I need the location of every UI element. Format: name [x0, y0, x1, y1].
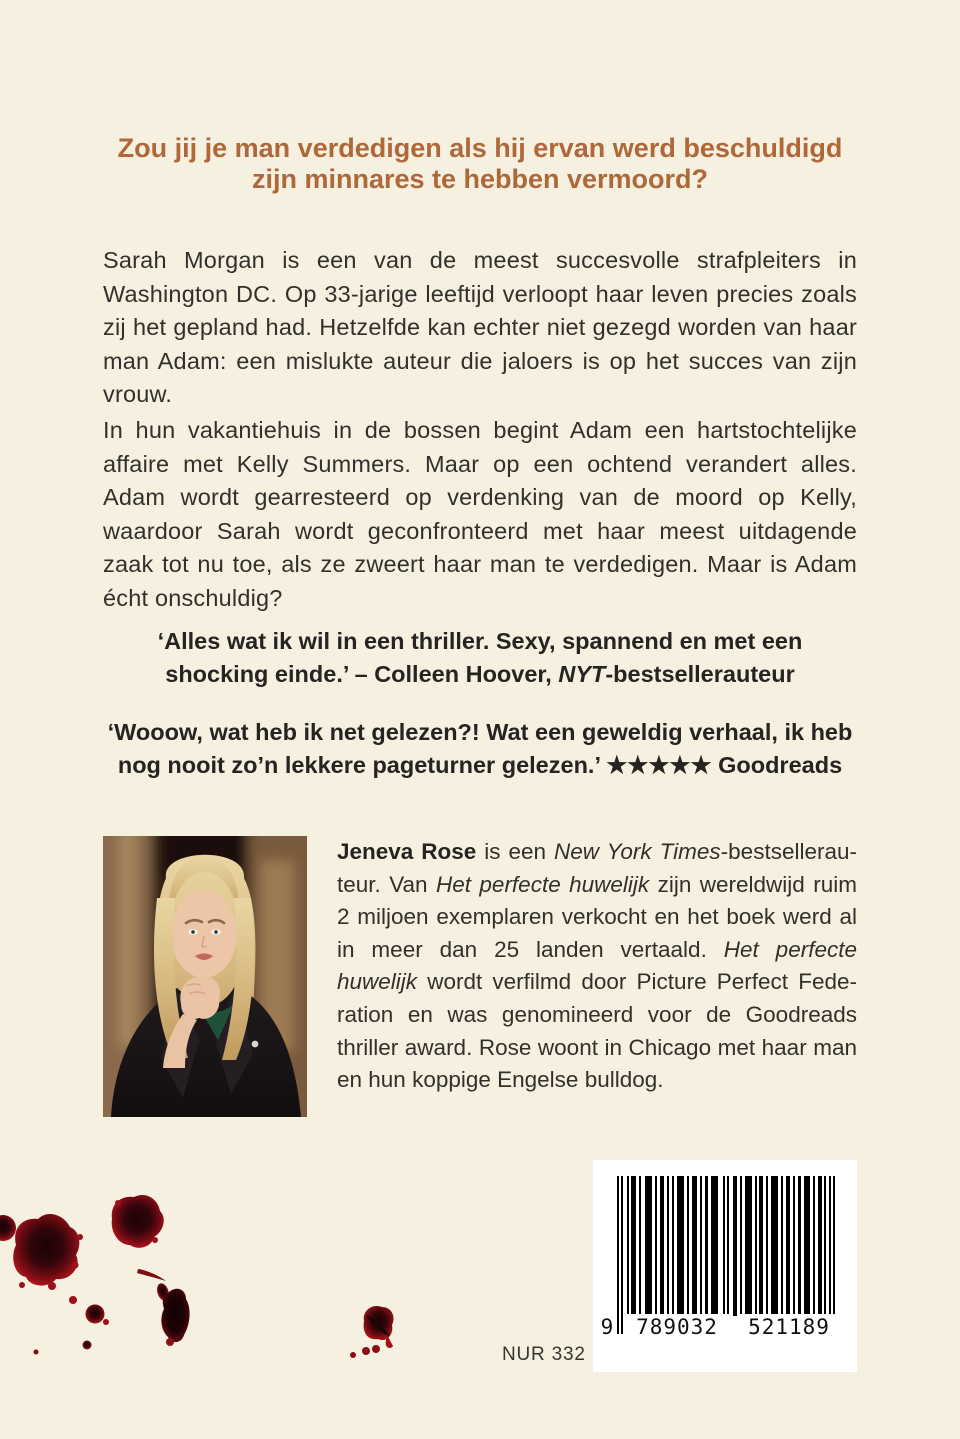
bio-text: wordt verfilmd door Picture Perfect Federation en was genomineerd voor de Goodreads thriller award. Rose woont in Chicago met haar man en hun koppige Engelse bulldog.: [337, 969, 857, 1093]
quote-hoover-nyt: NYT: [558, 660, 606, 687]
isbn-digit-group: 9: [600, 1315, 614, 1339]
isbn-digit-group: 521189: [737, 1314, 841, 1340]
headline: [0, 133, 960, 195]
bio-book-title: Het perfecte huwelijk: [435, 871, 650, 897]
headline-line-2: zijn minnares te hebben vermoord?: [251, 164, 709, 194]
author-name: Jeneva Rose: [337, 839, 477, 864]
quote-hoover-text: ‘Alles wat ik wil in een thriller. Sexy, spannend en met een shocking einde.’ – Colleen Hoover,: [157, 628, 803, 687]
synopsis-paragraph-1: Sarah Morgan is een van de meest succesvolle strafpleiters in Washington DC. Op 33-jarige leeftijd verloopt haar leven precies zoals zij het gepland had. Hetzelfde kan echter niet gezegd worden van haar man Adam: een mislukte auteur die jaloers is op het succes van zijn vrouw.: [103, 247, 857, 407]
bio-text: is een: [476, 839, 555, 864]
headline-line-1: Zou jij je man verdedigen als hij ervan werd beschuldigd: [117, 133, 843, 163]
author-bio: [337, 836, 857, 1097]
bio-nyt-italic: New York Times: [554, 839, 721, 864]
author-portrait-illustration: [103, 836, 307, 1117]
isbn-digit-group: 789032: [625, 1314, 729, 1340]
bio-text: -bestsellerauteur. Van: [337, 839, 857, 897]
quote-colleen-hoover: [120, 625, 840, 690]
barcode: [593, 1160, 857, 1372]
quote-goodreads: ‘Wooow, wat heb ik net gelezen?! Wat een geweldig verhaal, ik heb nog nooit zo’n lekkere pageturner gelezen.’ ★★★★★ Goodreads: [107, 719, 853, 778]
quote-hoover-suffix: -bestsellerauteur: [605, 660, 795, 687]
nur-code: NUR 332: [502, 1344, 586, 1365]
blood-splatter-decoration: [0, 1185, 420, 1385]
author-photo: [103, 836, 307, 1117]
barcode-digits: [593, 1310, 857, 1340]
bio-text: zijn wereldwijd ruim 2 miljoen exemplaren verkocht en het boek werd al in meer dan 25 landen vertaald.: [337, 871, 857, 962]
synopsis-paragraph-2: In hun vakantiehuis in de bossen begint Adam een hartstochtelijke affaire met Kelly Summers. Maar op een ochtend verandert alles. Adam wordt gearresteerd op verdenking van de moord op Kelly, waardoor Sarah wordt geconfronteerd met haar meest uitdagende zaak tot nu toe, als ze zweert haar man te verdedigen. Maar is Adam écht onschuldig?: [103, 417, 857, 611]
bio-book-title: Het perfecte huwelijk: [337, 936, 857, 995]
